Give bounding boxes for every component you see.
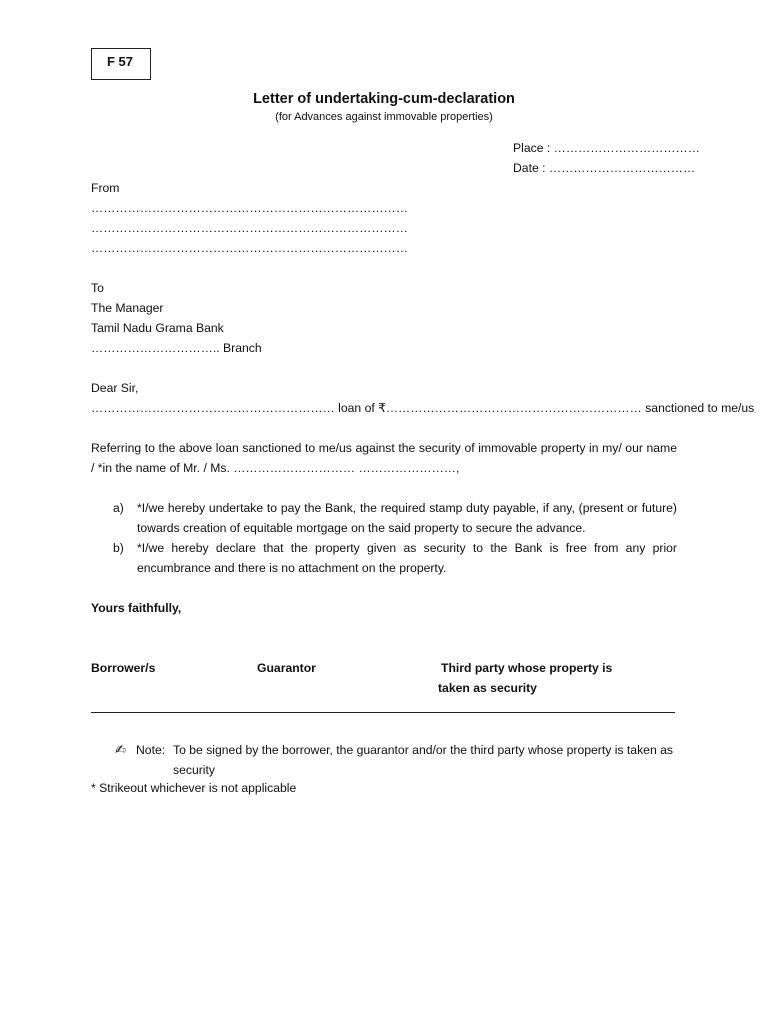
- reference-paragraph: Referring to the above loan sanctioned to me/us against the security of immovable property in my/ our name / *in the name of Mr. / Ms. ………………………… ……………………,: [91, 441, 677, 475]
- page-title: Letter of undertaking-cum-declaration: [253, 91, 515, 107]
- note-text: To be signed by the borrower, the guarantor and/or the third party whose property is taken as security: [173, 743, 673, 777]
- loan-line: …………………………………………………… loan of ₹……………………………………………………… sanctioned to me/us: [91, 401, 755, 415]
- list-item: [113, 498, 677, 538]
- page-subtitle: (for Advances against immovable properties): [275, 111, 493, 123]
- signature-rule: [91, 712, 675, 713]
- form-code-box: F 57: [91, 48, 151, 80]
- list-item-marker: a): [113, 501, 124, 515]
- from-line-2: ……………………………………………………………………: [91, 221, 408, 235]
- list-item-text: *I/we hereby declare that the property given as security to the Bank is free from any prior encumbrance and there is no attachment on the property.: [137, 541, 677, 575]
- to-line-2: Tamil Nadu Grama Bank: [91, 321, 224, 335]
- list-item-text: *I/we hereby undertake to pay the Bank, the required stamp duty payable, if any, (present or future) towards creation of equitable mortgage on the said property to secure the advance.: [137, 501, 677, 535]
- to-label: To: [91, 281, 104, 295]
- note-label: Note:: [136, 743, 166, 757]
- guarantor-label: Guarantor: [257, 661, 316, 675]
- third-party-label-1: Third party whose property is: [441, 661, 613, 675]
- salutation: Dear Sir,: [91, 381, 139, 395]
- closing: Yours faithfully,: [91, 601, 182, 615]
- list-item-marker: b): [113, 541, 124, 555]
- to-line-1: The Manager: [91, 301, 164, 315]
- footnote: * Strikeout whichever is not applicable: [91, 781, 297, 795]
- from-line-1: ……………………………………………………………………: [91, 201, 408, 215]
- writing-hand-icon: ✍: [115, 742, 126, 757]
- note: [115, 740, 675, 780]
- place-line: Place : ………………………………: [513, 141, 700, 155]
- from-line-3: ……………………………………………………………………: [91, 241, 408, 255]
- date-line: Date : ………………………………: [513, 161, 696, 175]
- third-party-label-2: taken as security: [438, 681, 537, 695]
- borrower-label: Borrower/s: [91, 661, 156, 675]
- list-item: [113, 538, 677, 578]
- to-line-3: ………………………….. Branch: [91, 341, 262, 355]
- from-label: From: [91, 181, 120, 195]
